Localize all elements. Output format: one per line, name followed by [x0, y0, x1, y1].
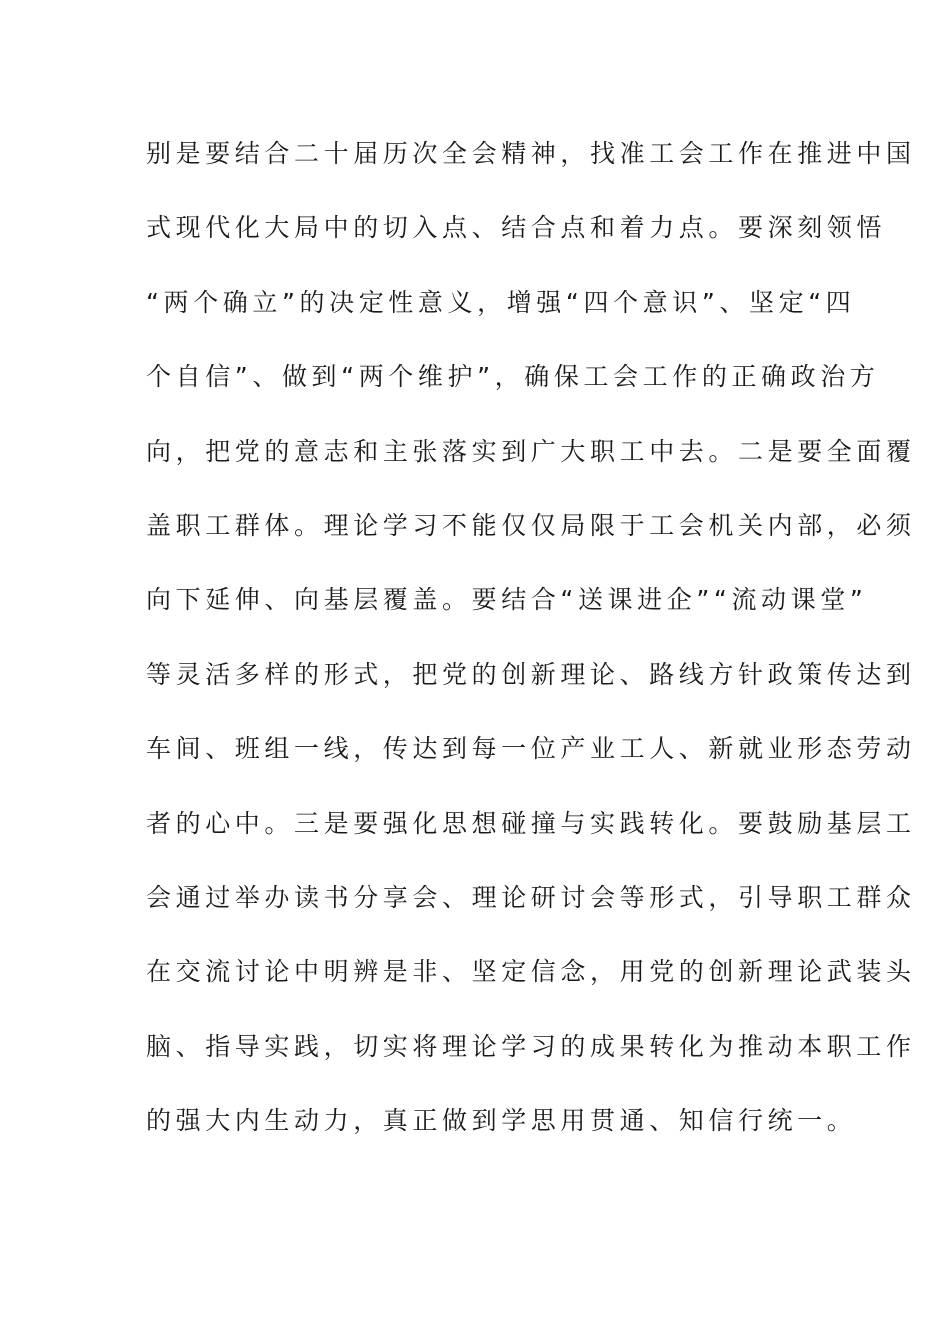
paragraph-line-7: 向下延伸、向基层覆盖。要结合“送课进企”“流动课堂”	[146, 585, 868, 615]
body-paragraph	[146, 134, 916, 1175]
paragraph-line-8: 等灵活多样的形式，把党的创新理论、路线方针政策传达到	[146, 659, 916, 689]
paragraph-line-11: 会通过举办读书分享会、理论研讨会等形式，引导职工群众	[146, 882, 916, 912]
paragraph-line-12: 在交流讨论中明辨是非、坚定信念，用党的创新理论武装头	[146, 957, 916, 987]
paragraph-line-1: 别是要结合二十届历次全会精神，找准工会工作在推进中国	[146, 139, 916, 168]
paragraph-line-3: “两个确立”的决定性意义，增强“四个意识”、坚定“四	[146, 287, 856, 317]
paragraph-line-9: 车间、班组一线，传达到每一位产业工人、新就业形态劳动	[146, 734, 916, 764]
paragraph-line-5: 向，把党的意志和主张落实到广大职工中去。二是要全面覆	[146, 436, 916, 466]
paragraph-line-2: 式现代化大局中的切入点、结合点和着力点。要深刻领悟	[146, 213, 887, 243]
paragraph-line-14: 的强大内生动力，真正做到学思用贯通、知信行统一。	[146, 1106, 857, 1136]
paragraph-line-10: 者的心中。三是要强化思想碰撞与实践转化。要鼓励基层工	[146, 808, 916, 838]
paragraph-line-4: 个自信”、做到“两个维护”，确保工会工作的正确政治方	[146, 362, 880, 392]
paragraph-line-13: 脑、指导实践，切实将理论学习的成果转化为推动本职工作	[146, 1031, 916, 1061]
paragraph-line-6: 盖职工群体。理论学习不能仅仅局限于工会机关内部，必须	[146, 510, 916, 540]
